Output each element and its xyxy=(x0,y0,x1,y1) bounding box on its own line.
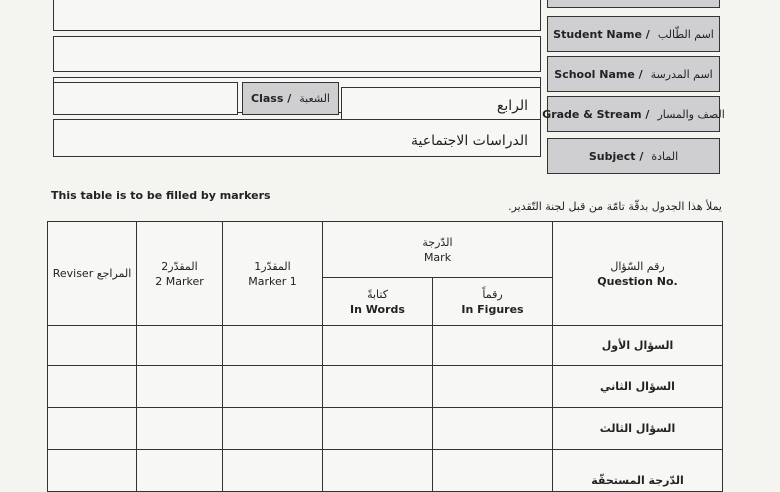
reviser-cell[interactable] xyxy=(48,408,137,450)
marker2-cell[interactable] xyxy=(137,366,223,408)
marker1-en: Marker 1 xyxy=(248,274,297,288)
subject-label xyxy=(547,138,720,174)
in-figures-cell[interactable] xyxy=(433,326,553,366)
reviser-cell[interactable] xyxy=(48,326,137,366)
top-field-label xyxy=(547,0,720,8)
marker2-cell[interactable] xyxy=(137,450,223,492)
markers-note-en: This table is to be filled by markers xyxy=(51,189,271,202)
in-figures-cell[interactable] xyxy=(433,408,553,450)
in-figures-header xyxy=(433,278,553,326)
reviser-cell[interactable] xyxy=(48,366,137,408)
in-words-en: In Words xyxy=(350,302,405,316)
in-words-cell[interactable] xyxy=(323,408,433,450)
student-name-label-ar: اسم الطّالب xyxy=(657,27,714,41)
total-label: الدّرجة المستحقّة xyxy=(553,450,723,492)
marker2-cell[interactable] xyxy=(137,408,223,450)
marker1-cell[interactable] xyxy=(223,450,323,492)
mark-ar: الدّرجة xyxy=(422,235,453,249)
reviser-cell[interactable] xyxy=(48,450,137,492)
marker2-cell[interactable] xyxy=(137,326,223,366)
subject-label-en: Subject / xyxy=(588,149,644,163)
mark-en: Mark xyxy=(423,250,452,264)
in-words-cell[interactable] xyxy=(323,366,433,408)
class-label-ar: الشعبة xyxy=(299,92,330,105)
grade-stream-label-ar: الصف والمسار xyxy=(657,107,725,121)
subject-label-ar: المادة xyxy=(651,149,679,163)
reviser-header xyxy=(48,222,137,326)
student-name-label-en: Student Name / xyxy=(553,27,650,41)
student-name-input[interactable] xyxy=(53,36,541,72)
class-label-en: Class / xyxy=(251,92,292,105)
question-no-header xyxy=(553,222,723,326)
question-no-ar: رقم السّؤال xyxy=(610,259,665,273)
in-words-ar: كتابةً xyxy=(367,287,388,301)
school-name-label-ar: اسم المدرسة xyxy=(650,67,713,81)
in-figures-cell[interactable] xyxy=(433,366,553,408)
in-words-cell[interactable] xyxy=(323,450,433,492)
school-name-label xyxy=(547,56,720,92)
top-field-box[interactable] xyxy=(53,0,541,31)
subject-value: الدراسات الاجتماعية xyxy=(411,133,528,149)
mark-header xyxy=(323,222,553,278)
student-name-label xyxy=(547,16,720,52)
question-no-en: Question No. xyxy=(597,274,678,288)
in-figures-en: In Figures xyxy=(461,302,524,316)
marker1-header xyxy=(223,222,323,326)
marker2-ar: المقدّر2 xyxy=(161,259,198,273)
marker1-cell[interactable] xyxy=(223,408,323,450)
reviser-ar: المراجع xyxy=(96,267,132,280)
in-figures-cell[interactable] xyxy=(433,450,553,492)
question-label: السؤال الأول xyxy=(553,326,723,366)
class-label xyxy=(242,82,339,115)
grade-stream-value: الرابع xyxy=(496,98,528,114)
question-label: السؤال الثاني xyxy=(553,366,723,408)
class-input[interactable] xyxy=(53,82,238,115)
reviser-en: Reviser xyxy=(52,267,94,280)
marker1-cell[interactable] xyxy=(223,326,323,366)
in-words-cell[interactable] xyxy=(323,326,433,366)
markers-note-ar: يملأ هذا الجدول بدقّة تامّة من قبل لجنة التّقدير. xyxy=(508,200,722,213)
marker1-cell[interactable] xyxy=(223,366,323,408)
in-words-header xyxy=(323,278,433,326)
question-label: السؤال الثالث xyxy=(553,408,723,450)
grade-stream-label xyxy=(542,96,725,132)
marker1-ar: المقدّر1 xyxy=(254,259,291,273)
grade-stream-label-en: Grade & Stream / xyxy=(542,107,650,121)
school-name-label-en: School Name / xyxy=(554,67,643,81)
in-figures-ar: رقماً xyxy=(482,287,503,301)
marker2-header xyxy=(137,222,223,326)
marker2-en: 2 Marker xyxy=(155,274,204,288)
marking-table xyxy=(47,221,723,492)
